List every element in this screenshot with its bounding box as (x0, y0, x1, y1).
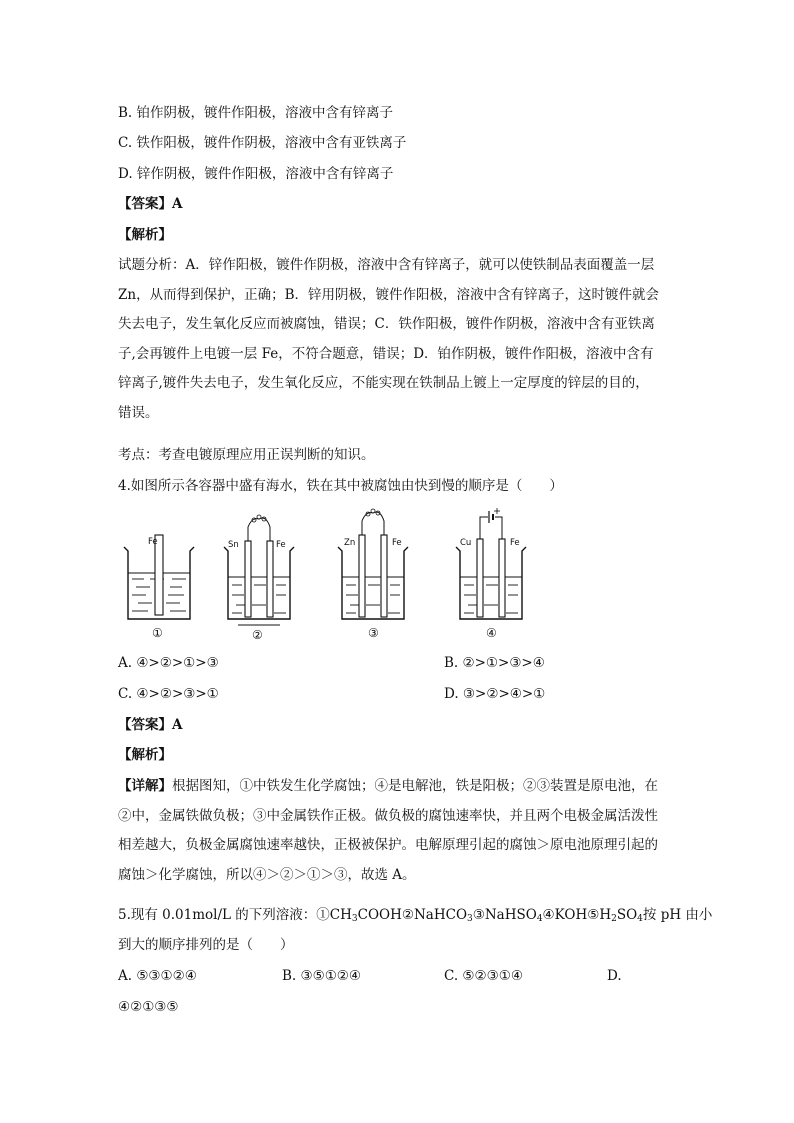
option-b-q4: B. ②>①>③>④ (444, 655, 545, 671)
fe-electrode (155, 535, 163, 615)
option-d-q5-continued: ④②①③⑤ (118, 999, 179, 1015)
analysis-heading-q3: 【解析】 (118, 227, 172, 243)
electrode-label: Fe (510, 538, 520, 548)
option-a-q5: A. ⑤③①②④ (118, 968, 197, 984)
analysis-line: 子,会再镀件上电镀一层 Fe，不符合题意，错误；D．铂作阴极，镀件作阳极，溶液中含有 (118, 345, 654, 362)
electrode-label: Fe (276, 540, 286, 550)
kaodian-q3: 考点：考查电镀原理应用正误判断的知识。 (118, 447, 375, 463)
beaker-number: ③ (368, 626, 379, 640)
question-5-stem-line2: 到大的顺序排列的是（ ） (118, 937, 294, 953)
option-b-q5: B. ③⑤①②④ (282, 968, 362, 984)
detail-line: 相差越大，负极金属腐蚀速率越快，正极被保护。电解原理引起的腐蚀＞原电池原理引起的 (118, 837, 658, 853)
option-c-q3: C. 铁作阳极，镀件作阴极，溶液中含有亚铁离子 (118, 135, 407, 151)
answer-q4: 【答案】A (118, 717, 183, 733)
detail-tag: 【详解】 (118, 778, 172, 794)
detail-line: 腐蚀＞化学腐蚀，所以④＞②＞①＞③，故选 A。 (118, 866, 416, 883)
detail-line: ②中，金属铁做负极；③中金属铁作正极。做负极的腐蚀速率快，并且两个电极金属活泼性 (118, 807, 658, 824)
answer-q3: 【答案】A (118, 196, 183, 212)
analysis-text-q4 (118, 772, 678, 890)
option-b-q3: B. 铂作阴极，镀件作阳极，溶液中含有锌离子 (118, 105, 394, 121)
question-5-stem: 5.现有 0.01mol/L 的下列溶液：$①CH_3COOH②NaHCO_3③NaHSO_4④KOH⑤H_2SO_4$按 pH 由小 (118, 907, 713, 924)
option-d-q5: D. (607, 968, 622, 984)
electrode-label: Cu (460, 538, 472, 548)
question-4-stem: 4.如图所示各容器中盛有海水，铁在其中被腐蚀由快到慢的顺序是（ ） (118, 478, 563, 494)
option-c-q5: C. ⑤②③①④ (444, 968, 523, 984)
beaker-3 (338, 509, 408, 640)
option-d-q4: D. ③>②>④>① (444, 686, 546, 702)
option-a-q4: A. ④>②>①>③ (118, 655, 219, 671)
beakers-figure (118, 505, 538, 645)
analysis-line: 锌离子,镀件失去电子，发生氧化反应，不能实现在铁制品上镀上一定厚度的锌层的目的， (118, 375, 649, 391)
beaker-number: ② (252, 628, 263, 642)
option-c-q4: C. ④>②>③>① (118, 686, 219, 702)
electrode-label: Fe (148, 537, 158, 547)
analysis-line: 错误。 (118, 404, 159, 421)
analysis-text-q3 (118, 251, 678, 428)
beaker-1 (124, 535, 194, 640)
option-d-q3: D. 锌作阴极，镀件作阳极，溶液中含有锌离子 (118, 166, 394, 182)
analysis-line: Zn，从而得到保护，正确；B．锌用阴极，镀件作阳极，溶液中含有锌离子，这时镀件就会 (118, 286, 659, 303)
analysis-line: 失去电子，发生氧化反应而被腐蚀，错误；C．铁作阳极，镀件作阴极，溶液中含有亚铁离 (118, 316, 655, 332)
detail-line: 【详解】根据图知，①中铁发生化学腐蚀；④是电解池，铁是阳极；②③装置是原电池，在 (118, 778, 658, 794)
electrode-label: Sn (228, 540, 239, 550)
beaker-number: ④ (486, 626, 497, 640)
analysis-heading-q4: 【解析】 (118, 747, 172, 763)
electrode-label: Zn (344, 538, 356, 548)
beaker-4 (456, 508, 526, 640)
beaker-2 (224, 515, 294, 642)
electrode-label: Fe (392, 538, 402, 548)
beaker-number: ① (152, 626, 163, 640)
analysis-line: 试题分析：A．锌作阳极，镀件作阴极，溶液中含有锌离子，就可以使铁制品表面覆盖一层 (118, 257, 655, 273)
